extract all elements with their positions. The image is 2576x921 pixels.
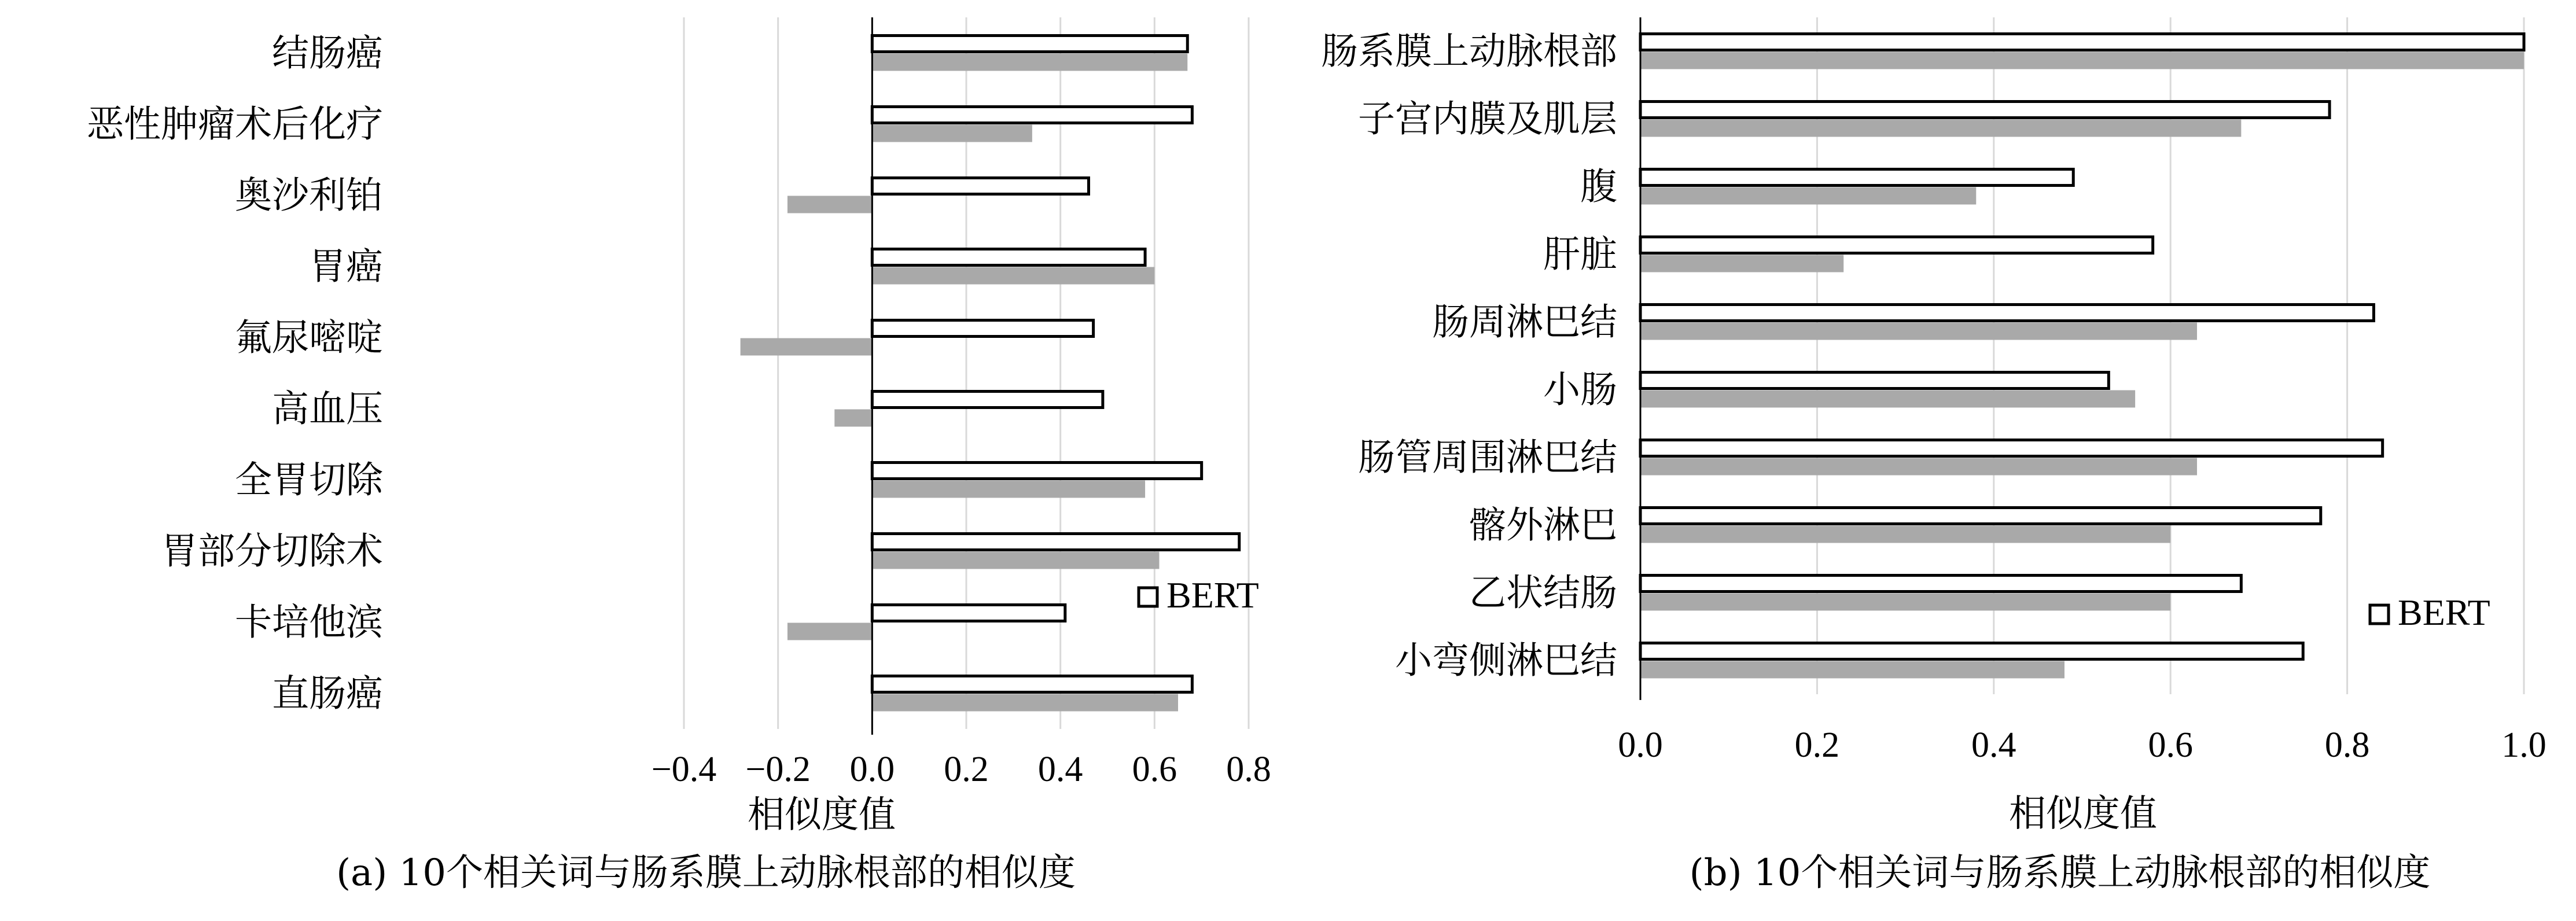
- other-bar: [1640, 323, 2197, 340]
- other-bar: [1640, 661, 2065, 679]
- other-bar: [1640, 526, 2170, 543]
- category-label: 高血压: [272, 388, 383, 431]
- category-label: 肝脏: [1543, 233, 1617, 277]
- bert-bar: [1640, 373, 2108, 389]
- bert-bar: [872, 605, 1065, 621]
- bert-bar: [1640, 237, 2153, 253]
- bert-bar: [872, 534, 1239, 550]
- category-label: 氟尿嘧啶: [235, 316, 383, 360]
- panel-b-legend: [2370, 592, 2490, 633]
- other-bar: [834, 410, 872, 427]
- panel-a: [87, 17, 1271, 894]
- panel-b: [1321, 17, 2546, 894]
- bert-bar: [1640, 576, 2241, 592]
- x-tick-label: 0.2: [1794, 725, 1840, 765]
- panel-b-legend-label: BERT: [2398, 592, 2490, 633]
- category-label: 胃部分切除术: [161, 530, 383, 573]
- bert-bar: [872, 320, 1093, 337]
- bert-bar: [872, 463, 1201, 479]
- bert-bar: [872, 178, 1088, 194]
- other-bar: [1640, 120, 2241, 137]
- category-label: 小弯侧淋巴结: [1395, 639, 1617, 683]
- x-tick-label: 0.4: [1037, 750, 1083, 789]
- other-bar: [872, 481, 1145, 498]
- bert-bar: [1640, 305, 2373, 321]
- other-bar: [872, 694, 1178, 712]
- category-label: 乙状结肠: [1469, 572, 1617, 615]
- panel-b-x-axis-label: 相似度值: [2009, 793, 2157, 835]
- panel-a-tick-labels: [652, 750, 1271, 789]
- x-tick-label: 0.0: [1618, 725, 1663, 765]
- category-label: 子宫内膜及肌层: [1358, 98, 1617, 141]
- panel-a-x-axis-label: 相似度值: [748, 794, 896, 837]
- panel-b-category-labels: [1321, 31, 1617, 683]
- x-tick-label: 0.8: [2324, 725, 2370, 765]
- bert-bar: [872, 36, 1187, 52]
- panel-b-caption: (b) 10个相关词与肠系膜上动脉根部的相似度: [1689, 852, 2431, 894]
- panel-a-category-labels: [87, 32, 384, 716]
- other-bar: [1640, 458, 2197, 476]
- x-tick-label: −0.2: [745, 750, 811, 789]
- panel-b-bars: [1640, 34, 2524, 679]
- panel-b-legend-swatch: [2370, 605, 2389, 624]
- bert-bar: [1640, 102, 2330, 118]
- bert-bar: [872, 392, 1103, 408]
- x-tick-label: 0.6: [1132, 750, 1177, 789]
- x-tick-label: 0.0: [849, 750, 895, 789]
- panel-b-tick-labels: [1618, 725, 2546, 765]
- x-tick-label: −0.4: [651, 750, 717, 789]
- category-label: 结肠癌: [272, 32, 383, 75]
- other-bar: [872, 54, 1187, 71]
- bert-bar: [872, 249, 1145, 266]
- other-bar: [1640, 52, 2524, 69]
- x-tick-label: 0.8: [1226, 750, 1271, 789]
- bert-bar: [1640, 508, 2321, 524]
- category-label: 卡培他滨: [235, 601, 383, 644]
- other-bar: [872, 125, 1032, 142]
- category-label: 全胃切除: [235, 459, 383, 502]
- x-tick-label: 0.6: [2148, 725, 2193, 765]
- other-bar: [741, 338, 873, 356]
- bert-bar: [1640, 440, 2383, 456]
- x-tick-label: 0.2: [944, 750, 989, 789]
- category-label: 胃癌: [309, 245, 383, 289]
- other-bar: [1640, 594, 2170, 611]
- category-label: 奥沙利铂: [235, 174, 383, 218]
- other-bar: [787, 623, 872, 640]
- category-label: 直肠癌: [272, 672, 383, 716]
- bert-bar: [1640, 34, 2524, 50]
- other-bar: [1640, 187, 1976, 205]
- bert-bar: [872, 107, 1192, 123]
- other-bar: [1640, 390, 2135, 408]
- other-bar: [872, 552, 1159, 569]
- category-label: 腹: [1580, 165, 1617, 209]
- bert-bar: [1640, 170, 2073, 186]
- category-label: 恶性肿瘤术后化疗: [87, 103, 383, 146]
- other-bar: [872, 267, 1154, 285]
- panel-a-legend: [1139, 574, 1259, 616]
- panel-a-legend-label: BERT: [1166, 574, 1259, 616]
- category-label: 肠系膜上动脉根部: [1321, 30, 1617, 73]
- bert-bar: [1640, 643, 2303, 660]
- other-bar: [787, 196, 872, 213]
- category-label: 肠周淋巴结: [1432, 301, 1617, 344]
- other-bar: [1640, 255, 1843, 272]
- panel-a-bars: [741, 36, 1239, 712]
- category-label: 小肠: [1543, 369, 1617, 412]
- category-label: 肠管周围淋巴结: [1358, 436, 1617, 480]
- category-label: 髂外淋巴: [1469, 504, 1617, 547]
- x-tick-label: 0.4: [1971, 725, 2016, 765]
- bert-bar: [872, 676, 1192, 692]
- x-tick-label: 1.0: [2501, 725, 2546, 765]
- panel-a-legend-swatch: [1139, 588, 1157, 606]
- panel-a-caption: (a) 10个相关词与肠系膜上动脉根部的相似度: [336, 852, 1076, 894]
